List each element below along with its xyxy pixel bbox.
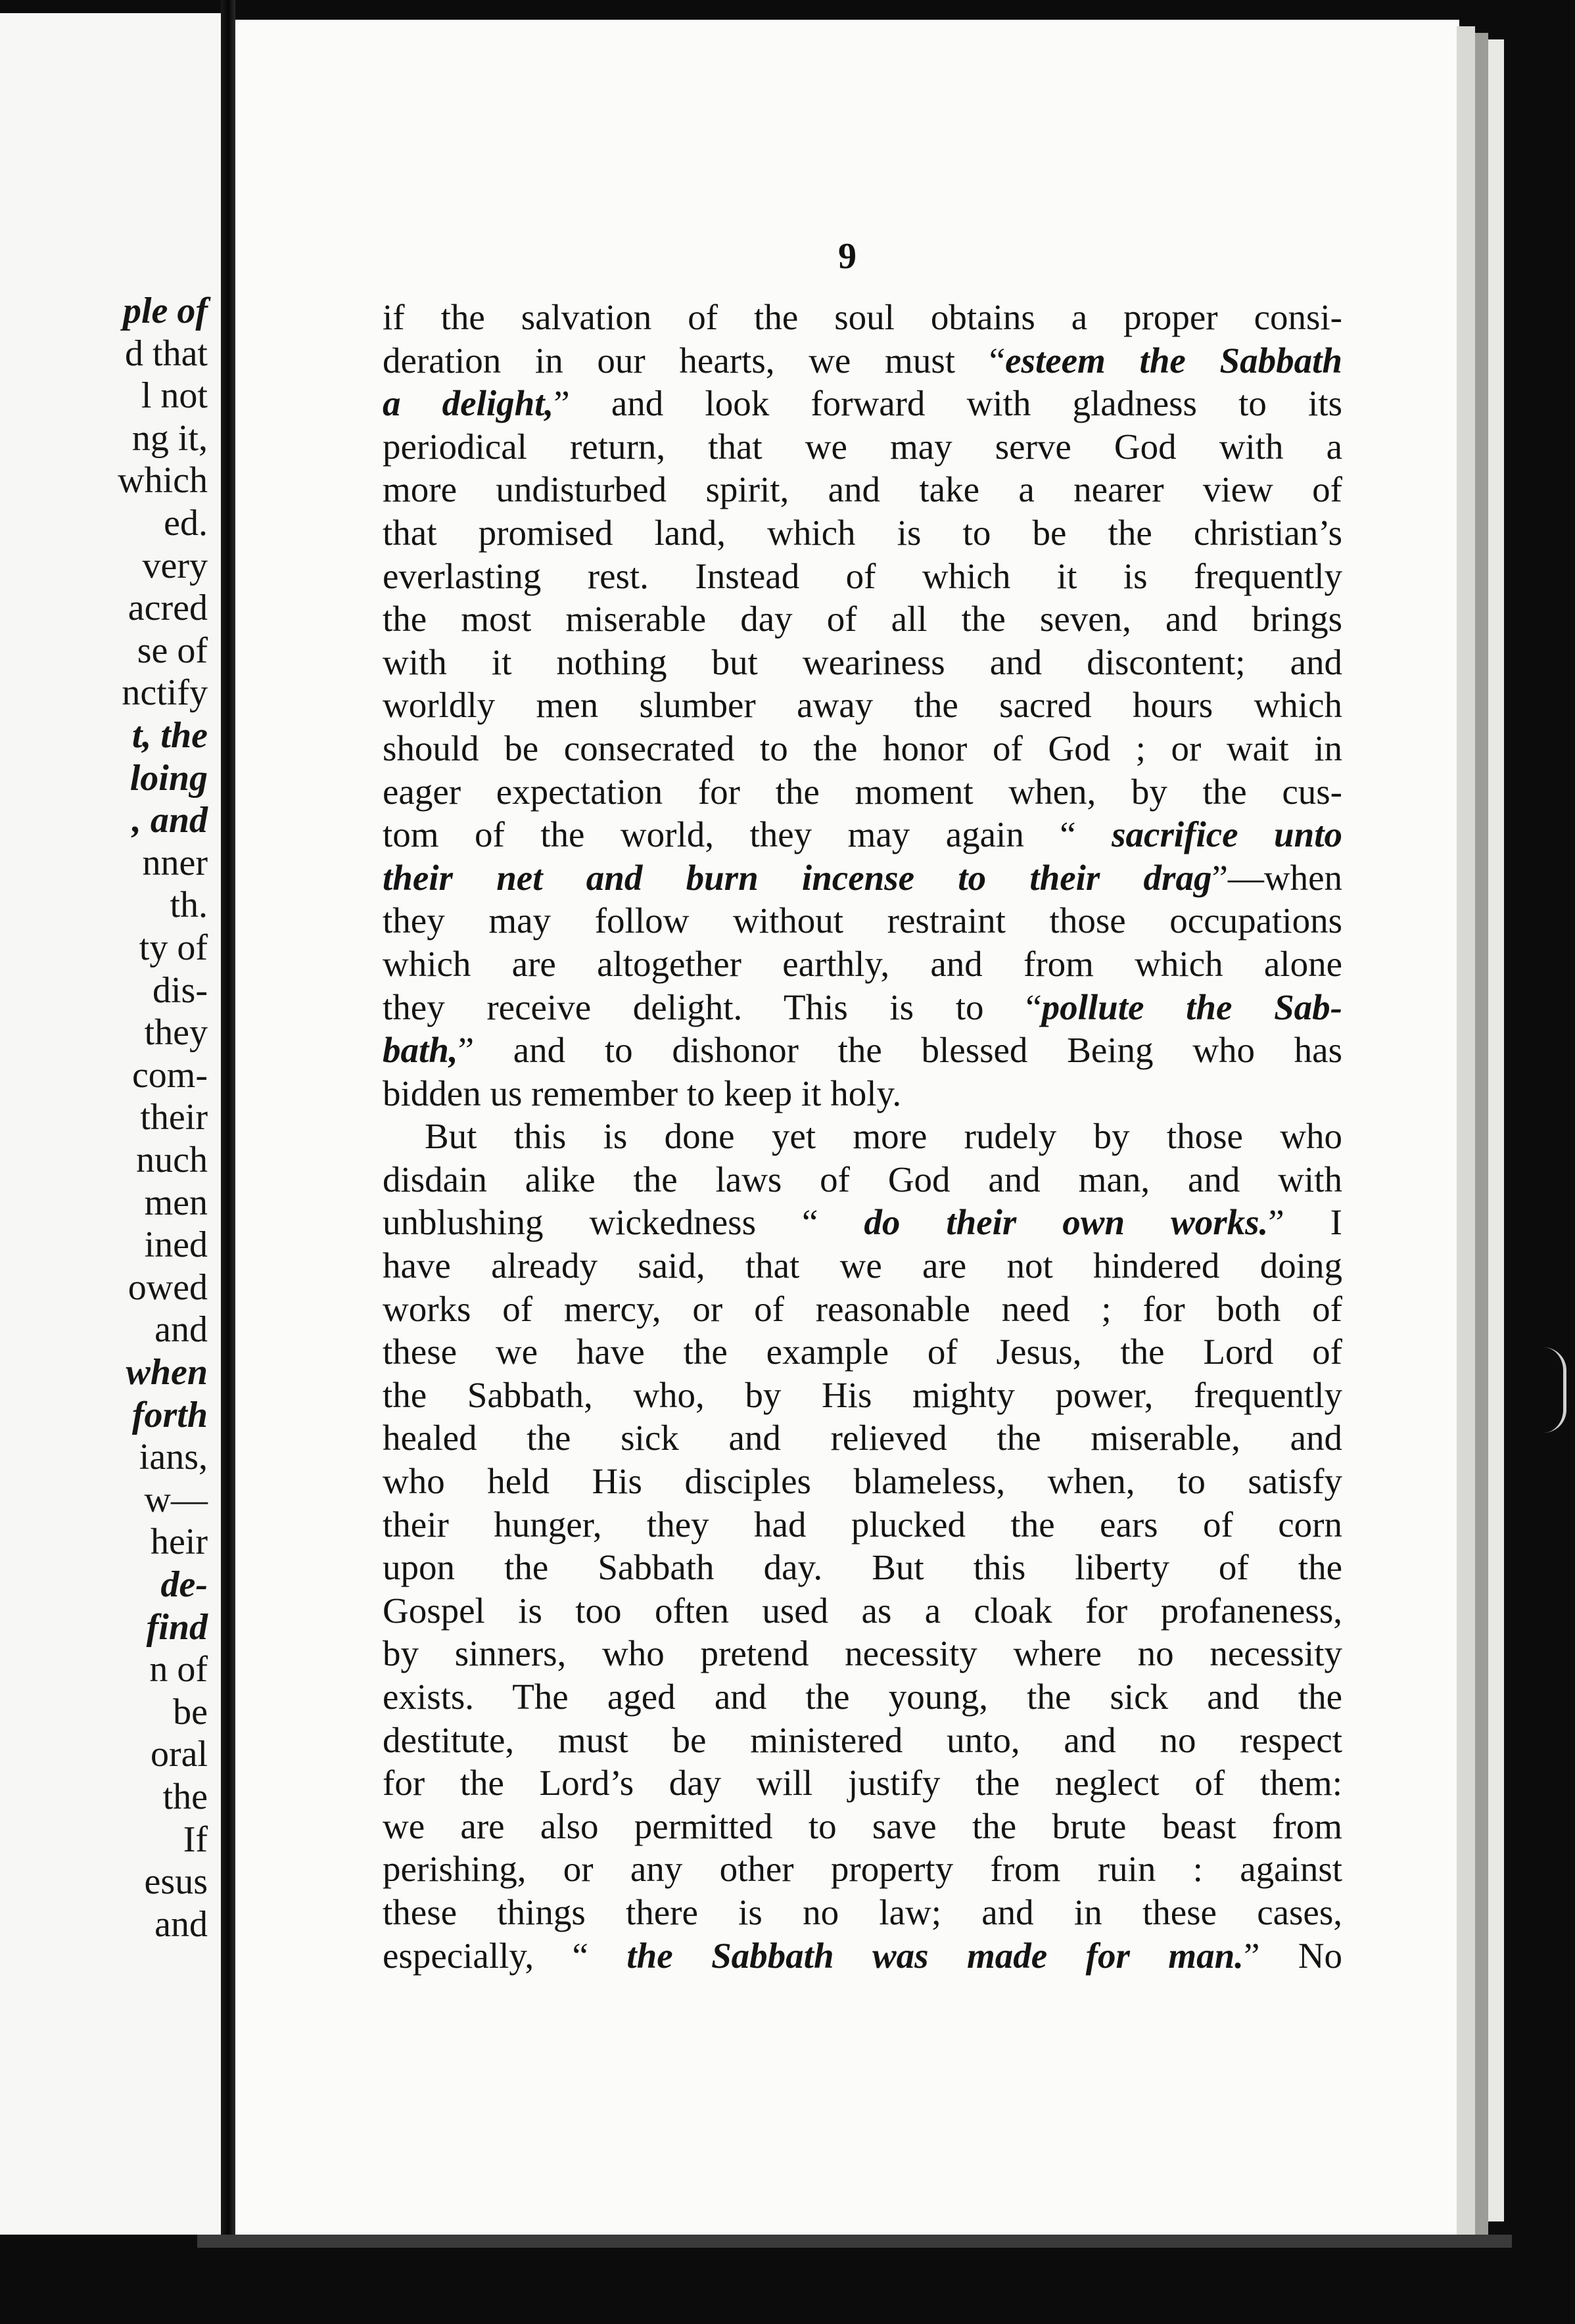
text-run: who held His disciples blameless, when, to satisfy [383,1461,1342,1502]
text-line [383,1761,1342,1805]
text-line [383,1072,1342,1115]
text-line [383,770,1342,814]
left-page-line: If [183,1819,208,1860]
text-line [383,1805,1342,1848]
page-edge-outer [1488,39,1504,2221]
text-run: bidden us remember to keep it holy. [383,1073,902,1113]
text-run: worldly men slumber away the sacred hours which [383,685,1342,726]
text-run: these we have the example of Jesus, the Lord of [383,1332,1342,1372]
left-page-line: forth [131,1394,208,1435]
left-page-line: ians, [139,1437,208,1478]
text-run: ” and look forward with gladness to its [553,383,1342,424]
left-page-line: dis- [153,969,208,1011]
page-number: 9 [838,236,857,277]
text-run: have already said, that we are not hindered doing [383,1245,1342,1286]
text-line [383,425,1342,469]
text-run: that promised land, which is to be the christian’s [383,512,1342,553]
previous-page-fragment [0,13,223,2235]
text-line [383,1934,1342,1978]
text-run: which are altogether earthly, and from which alone [383,943,1342,984]
left-page-line: loing [129,757,208,799]
left-page-line: owed [128,1267,208,1308]
page-edge [1457,26,1475,2235]
italic-quote: bath, [383,1030,458,1071]
italic-quote: the Sabbath was made for man. [626,1935,1244,1976]
left-page-line: l not [141,375,208,417]
text-run: everlasting rest. Instead of which it is frequently [383,555,1342,596]
left-page-line: when [126,1352,208,1393]
text-line [383,1115,1342,1158]
text-line [383,1589,1342,1633]
left-page-line: and [154,1309,208,1351]
text-run: disdain alike the laws of God and man, and with [383,1159,1342,1199]
text-run: Gospel is too often used as a cloak for profaneness, [383,1590,1342,1631]
left-page-line: very [142,545,208,586]
italic-quote: their net and burn incense to their drag [383,857,1212,898]
text-run: tom of the world, they may again “ [383,814,1112,855]
left-page-line: t, the [131,715,208,756]
left-page-line: esus [144,1861,208,1903]
italic-quote: do their own works. [864,1202,1269,1243]
bottom-page-edge [197,2235,1512,2248]
text-run: their hunger, they had plucked the ears of corn [383,1504,1342,1545]
left-page-line: oral [150,1734,208,1775]
italic-quote: esteem the Sabbath [1005,340,1342,381]
text-run: should be consecrated to the honor of God ; or wait in [383,728,1342,768]
text-run: destitute, must be ministered unto, and no respect [383,1719,1342,1760]
left-page-line: ty of [139,927,208,968]
margin-bracket-mark [1543,1347,1566,1433]
text-line [383,1460,1342,1503]
italic-quote: a delight, [383,383,554,424]
text-run: But this is done yet more rudely by those who [425,1116,1342,1157]
text-run: healed the sick and relieved the miserable, and [383,1418,1342,1458]
text-run: unblushing wickedness “ [383,1202,864,1243]
text-line [383,727,1342,770]
text-run: they may follow without restraint those occupations [383,900,1342,941]
text-line [383,1244,1342,1288]
text-line [383,899,1342,942]
text-line [383,1416,1342,1460]
left-page-line: ed. [164,503,208,544]
left-page-line: they [144,1012,208,1054]
text-run: works of mercy, or of reasonable need ; for both of [383,1288,1342,1329]
text-line [383,1503,1342,1546]
text-line [383,555,1342,598]
text-run: the Sabbath, who, by His mighty power, frequently [383,1374,1342,1415]
text-run: if the salvation of the soul obtains a proper consi- [383,297,1342,337]
text-line [383,296,1342,339]
left-page-line: de- [160,1564,208,1605]
left-page-line: nuch [136,1140,208,1180]
text-line [383,1288,1342,1331]
text-line [383,684,1342,727]
text-line [383,1632,1342,1675]
text-line [383,511,1342,555]
text-line [383,1719,1342,1762]
text-line [383,382,1342,425]
text-line [383,986,1342,1029]
text-line [383,339,1342,383]
text-line [383,641,1342,684]
text-line [383,1675,1342,1719]
text-line [383,1029,1342,1072]
italic-quote: sacrifice unto [1112,814,1342,855]
left-page-line: which [118,460,208,501]
text-run: more undisturbed spirit, and take a nearer view of [383,469,1342,510]
text-line [383,813,1342,856]
italic-quote: pollute the Sab- [1041,987,1342,1027]
text-run: perishing, or any other property from ruin : against [383,1849,1342,1890]
page-9 [235,20,1459,2235]
left-page-line: ple of [122,290,208,331]
left-page-line: heir [150,1522,208,1563]
left-page-line: n of [149,1649,208,1690]
text-run: upon the Sabbath day. But this liberty of the [383,1547,1342,1588]
left-page-line: nctify [122,672,208,714]
left-page-line: men [144,1182,208,1223]
left-page-line: th. [170,885,208,926]
text-run: ” and to dishonor the blessed Being who has [458,1030,1342,1071]
left-page-line: , and [131,800,208,841]
text-line [383,1201,1342,1244]
text-line [383,468,1342,511]
text-line [383,942,1342,986]
left-page-line: ng it, [131,417,208,459]
left-page-line: ined [144,1224,208,1266]
left-page-line: d that [125,333,208,374]
left-page-line: find [146,1606,208,1648]
text-run: especially, “ [383,1935,627,1976]
text-line [383,1891,1342,1934]
left-page-line: w— [144,1479,208,1520]
text-line [383,1546,1342,1589]
text-line [383,597,1342,641]
text-line [383,1158,1342,1201]
text-run: ” No [1243,1935,1342,1976]
text-line [383,1330,1342,1374]
text-run: they receive delight. This is to “ [383,987,1042,1027]
text-run: with it nothing but weariness and discontent; and [383,641,1342,682]
left-page-line: com- [131,1054,208,1096]
text-run: ” I [1268,1202,1342,1243]
text-run: periodical return, that we may serve God with a [383,426,1342,467]
text-run: by sinners, who pretend necessity where no necessity [383,1633,1342,1674]
page-edge-shadow [1475,33,1488,2235]
left-page-line: se of [137,630,208,671]
left-page-line: the [162,1777,208,1817]
text-line [383,1374,1342,1417]
book-gutter [221,0,235,2248]
text-run: these things there is no law; and in these cases, [383,1892,1342,1932]
text-line [383,856,1342,900]
text-run: we are also permitted to save the brute beast from [383,1805,1342,1846]
text-run: exists. The aged and the young, the sick and the [383,1677,1342,1717]
text-run: ”—when [1211,857,1342,898]
text-line [383,1848,1342,1891]
left-page-line: their [140,1097,208,1138]
left-page-line: acred [128,588,208,629]
left-page-line: nner [142,842,208,883]
left-page-line: be [173,1691,208,1732]
text-run: eager expectation for the moment when, by the cus- [383,771,1342,812]
text-run: deration in our hearts, we must “ [383,340,1006,381]
body-text [383,296,1342,1977]
text-run: the most miserable day of all the seven, and brings [383,599,1342,639]
text-run: for the Lord’s day will justify the neglect of them: [383,1763,1342,1803]
left-page-line: and [154,1903,208,1945]
